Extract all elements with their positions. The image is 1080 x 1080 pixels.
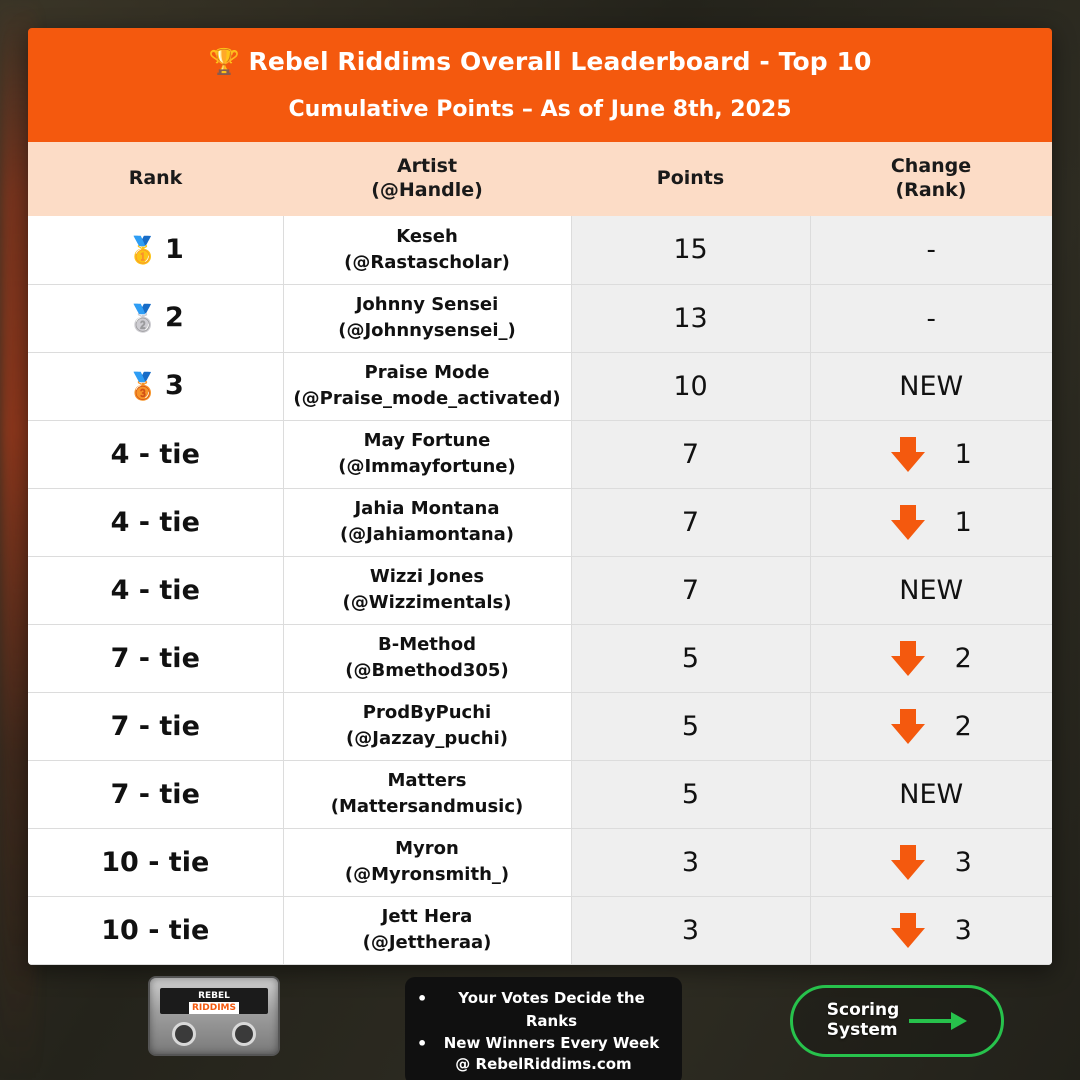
column-header-change-label: Change (890, 154, 972, 177)
change-cell (810, 420, 1052, 488)
column-header-rank-label: Rank (128, 166, 183, 189)
scoring-system-label (827, 1001, 899, 1040)
rank-cell: 7 - tie (28, 692, 283, 760)
rank-cell: 10 - tie (28, 896, 283, 964)
column-header-artist-label: Artist (396, 154, 458, 177)
artist-name: ProdByPuchi (362, 702, 492, 724)
artist-cell (283, 352, 571, 420)
artist-name: Jett Hera (381, 906, 473, 928)
artist-name: B-Method (378, 634, 476, 656)
artist-handle: (@Jazzay_puchi) (346, 728, 508, 750)
points-cell: 3 (571, 896, 810, 964)
column-header-points (571, 142, 810, 217)
change-value: - (926, 303, 936, 334)
points-cell: 3 (571, 828, 810, 896)
artist-name: Wizzi Jones (369, 566, 485, 588)
artist-cell (283, 216, 571, 284)
change-value: 3 (954, 846, 972, 878)
rank-cell (28, 284, 283, 352)
list-item: • New Winners Every Week (417, 1032, 670, 1055)
artist-cell (283, 556, 571, 624)
change-value: - (926, 235, 936, 266)
arrow-down-icon (891, 641, 925, 675)
change-cell (810, 352, 1052, 420)
table-row (28, 488, 1052, 556)
change-cell (810, 488, 1052, 556)
artist-cell (283, 488, 571, 556)
artist-name: May Fortune (363, 430, 491, 452)
artist-handle: (@Immayfortune) (338, 456, 516, 478)
cassette-label-line1: REBEL (198, 991, 230, 1001)
rank-value: 3 (165, 370, 184, 402)
rank-cell: 4 - tie (28, 488, 283, 556)
leaderboard-card (28, 28, 1052, 965)
artist-handle: (@Jettheraa) (362, 932, 492, 954)
page-title (38, 46, 1042, 79)
list-item: • Your Votes Decide the Ranks (417, 987, 670, 1032)
rank-value: 2 (165, 302, 184, 334)
points-cell: 7 (571, 488, 810, 556)
table-row (28, 624, 1052, 692)
artist-name: Johnny Sensei (355, 294, 499, 316)
change-cell (810, 760, 1052, 828)
artist-cell (283, 624, 571, 692)
artist-cell (283, 896, 571, 964)
artist-cell (283, 828, 571, 896)
points-cell: 5 (571, 760, 810, 828)
artist-name: Keseh (396, 225, 458, 247)
change-value: 1 (954, 506, 972, 538)
artist-name: Matters (387, 770, 467, 792)
change-value: 1 (954, 438, 972, 470)
change-value: NEW (899, 370, 964, 402)
page-title-text: Rebel Riddims Overall Leaderboard - Top 10 (248, 47, 872, 76)
artist-cell (283, 760, 571, 828)
change-cell (810, 216, 1052, 284)
change-value: 2 (954, 710, 972, 742)
table-row (28, 896, 1052, 964)
table-row (28, 284, 1052, 352)
arrow-right-icon (909, 1011, 967, 1031)
change-cell (810, 624, 1052, 692)
table-row (28, 760, 1052, 828)
rank-cell: 4 - tie (28, 420, 283, 488)
arrow-down-icon (891, 437, 925, 471)
artist-handle: (@Bmethod305) (345, 660, 509, 682)
points-cell: 5 (571, 624, 810, 692)
points-cell: 5 (571, 692, 810, 760)
artist-handle: (@Wizzimentals) (342, 592, 512, 614)
scoring-line1: Scoring (826, 1000, 900, 1021)
card-header (28, 28, 1052, 142)
page-subtitle: Cumulative Points – As of June 8th, 2025 (288, 96, 792, 122)
points-cell: 7 (571, 556, 810, 624)
leaderboard-table (28, 142, 1052, 965)
artist-handle: (@Myronsmith_) (344, 864, 510, 886)
gold-medal-icon: 🥇 (126, 235, 160, 266)
arrow-down-icon (891, 913, 925, 947)
table-row (28, 692, 1052, 760)
column-header-artist (283, 142, 571, 217)
artist-handle: (Mattersandmusic) (330, 796, 524, 818)
change-value: NEW (899, 574, 964, 606)
table-row (28, 216, 1052, 284)
change-value: NEW (899, 778, 964, 810)
table-header (28, 142, 1052, 217)
artist-handle: (@Praise_mode_activated) (293, 388, 561, 410)
rank-cell: 7 - tie (28, 760, 283, 828)
column-header-change (810, 142, 1052, 217)
artist-handle: (@Johnnysensei_) (338, 320, 516, 342)
column-header-rank (28, 142, 283, 217)
rank-cell (28, 216, 283, 284)
change-cell (810, 692, 1052, 760)
table-row (28, 828, 1052, 896)
change-cell (810, 896, 1052, 964)
arrow-down-icon (891, 505, 925, 539)
column-header-artist-sublabel: (@Handle) (371, 178, 483, 201)
cassette-tape-icon (148, 976, 280, 1056)
points-cell: 10 (571, 352, 810, 420)
silver-medal-icon: 🥈 (126, 303, 160, 334)
website-url: @ RebelRiddims.com (455, 1054, 632, 1073)
artist-name: Praise Mode (364, 362, 490, 384)
trophy-icon: 🏆 (208, 47, 240, 76)
artist-handle: (@Rastascholar) (344, 251, 510, 273)
change-value: 3 (954, 914, 972, 946)
artist-cell (283, 692, 571, 760)
table-row (28, 352, 1052, 420)
cassette-reel-right (232, 1022, 256, 1046)
column-header-points-label: Points (656, 166, 725, 189)
rank-cell (28, 352, 283, 420)
cassette-label-line2: RIDDIMS (189, 1002, 239, 1014)
rank-cell: 10 - tie (28, 828, 283, 896)
change-cell (810, 828, 1052, 896)
table-row (28, 420, 1052, 488)
change-cell (810, 284, 1052, 352)
cassette-label (160, 988, 268, 1014)
change-cell (810, 556, 1052, 624)
change-value: 2 (954, 642, 972, 674)
points-cell: 7 (571, 420, 810, 488)
points-cell: 15 (571, 216, 810, 284)
rank-cell: 4 - tie (28, 556, 283, 624)
scoring-line2: System (826, 1020, 898, 1040)
rank-cell: 7 - tie (28, 624, 283, 692)
artist-name: Jahia Montana (354, 498, 500, 520)
scoring-system-button[interactable] (790, 985, 1004, 1057)
table-header-row (28, 142, 1052, 217)
arrow-down-icon (891, 709, 925, 743)
artist-cell (283, 284, 571, 352)
bronze-medal-icon: 🥉 (126, 371, 160, 402)
artist-name: Myron (395, 838, 459, 860)
artist-handle: (@Jahiamontana) (339, 524, 515, 546)
arrow-down-icon (891, 845, 925, 879)
cassette-reel-left (172, 1022, 196, 1046)
artist-cell (283, 420, 571, 488)
table-row (28, 556, 1052, 624)
points-cell: 13 (571, 284, 810, 352)
rank-value: 1 (165, 234, 184, 266)
table-body (28, 216, 1052, 964)
footer-notes (405, 977, 682, 1080)
column-header-change-sublabel: (Rank) (895, 178, 967, 201)
